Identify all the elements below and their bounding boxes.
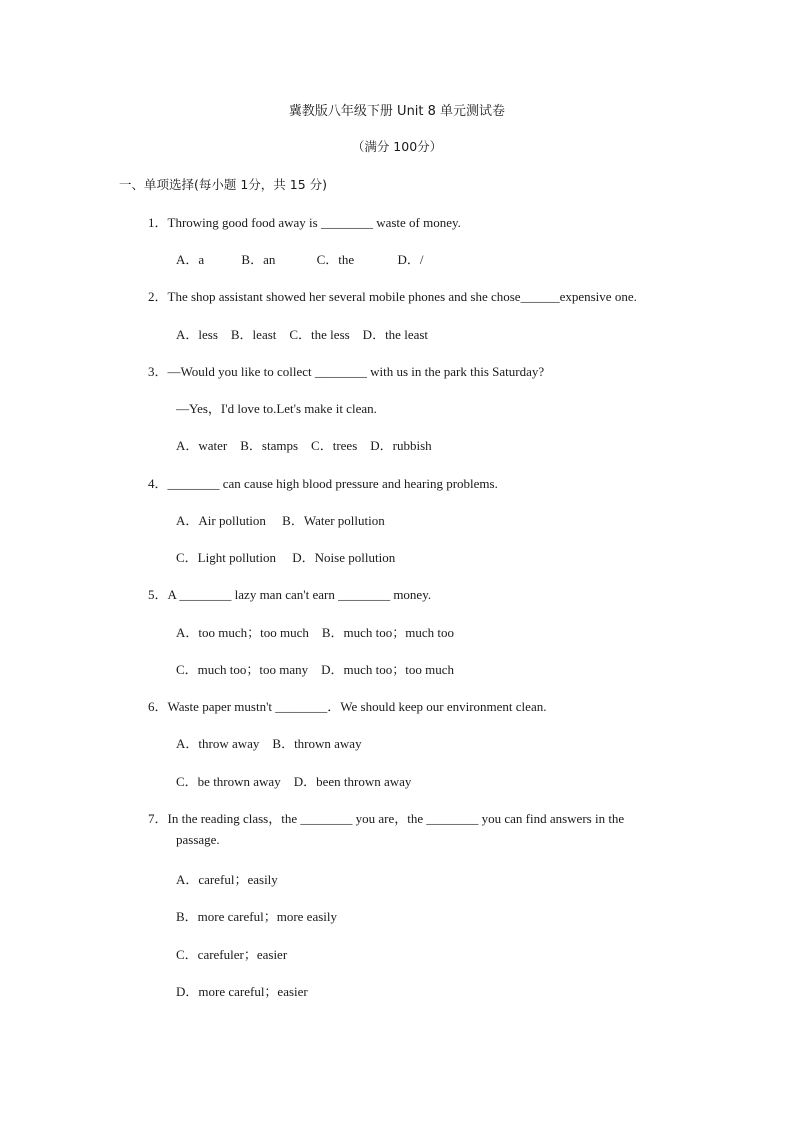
question-4-options-row-2: C．Light pollution D．Noise pollution <box>176 550 396 565</box>
question-1-option-c: C．the <box>316 252 355 267</box>
question-1-options <box>176 249 423 268</box>
question-6-options-row-2: C．be thrown away D．been thrown away <box>176 774 412 789</box>
question-2-options: A．less B．least C．the less D．the least <box>176 327 429 342</box>
question-4-options-row-1: A．Air pollution B．Water pollution <box>176 513 385 528</box>
question-7-stem: 7．In the reading class，the ________ you are，the ________ you can find answers in the <box>148 811 625 826</box>
question-5-options-row-1: A．too much；too much B．much too；much too <box>176 625 455 640</box>
question-7-option-d: D．more careful；easier <box>176 984 308 999</box>
question-1-option-d: D．/ <box>397 252 424 267</box>
section-heading: 一、单项选择(每小题 1分，共 15 分) <box>119 177 328 192</box>
question-5-options-row-2: C．much too；too many D．much too；too much <box>176 662 455 677</box>
question-1-stem: 1．Throwing good food away is ________ waste of money. <box>148 215 461 230</box>
total-score: （满分 100分） <box>351 139 443 154</box>
question-3-options: A．water B．stamps C．trees D．rubbish <box>176 438 432 453</box>
question-7-stem-continued: passage. <box>176 832 220 847</box>
question-7-option-b: B．more careful；more easily <box>176 909 337 924</box>
question-6-stem: 6．Waste paper mustn't ________．We should keep our environment clean. <box>148 699 547 714</box>
page-title: 冀教版八年级下册 Unit 8 单元测试卷 <box>288 104 506 119</box>
question-1-option-b: B．an <box>241 252 276 267</box>
question-6-options-row-1: A．throw away B．thrown away <box>176 736 362 751</box>
question-3-stem: 3．—Would you like to collect ________ with us in the park this Saturday? <box>148 364 545 379</box>
question-4-stem: 4．________ can cause high blood pressure and hearing problems. <box>148 476 498 491</box>
question-3-reply: —Yes，I'd love to.Let's make it clean. <box>176 401 377 416</box>
question-7-option-a: A．careful；easily <box>176 872 278 887</box>
question-7-option-c: C．carefuler；easier <box>176 947 288 962</box>
question-2-stem: 2．The shop assistant showed her several mobile phones and she chose______expensive one. <box>148 289 637 304</box>
question-1-option-a: A．a <box>176 252 205 267</box>
question-5-stem: 5．A ________ lazy man can't earn ________ money. <box>148 587 432 602</box>
